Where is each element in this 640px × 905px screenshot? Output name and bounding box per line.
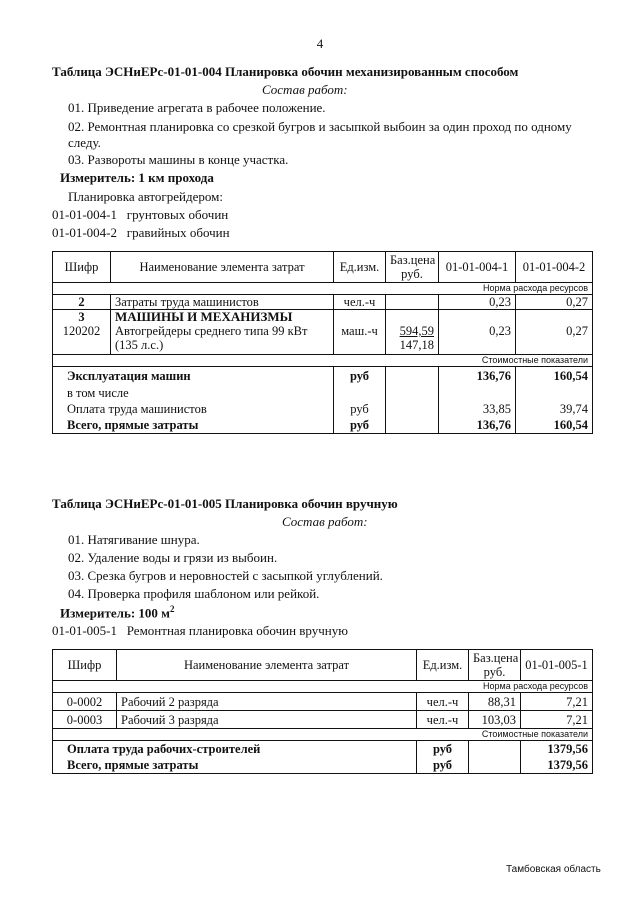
row-value-1: 7,21 [521,711,593,729]
row-value-2: 0,27 [516,295,593,310]
total-name: Всего, прямые затраты [53,757,417,774]
total-unit: руб [417,741,469,758]
total-price [469,741,521,758]
total-value-1: 33,85 [439,401,516,417]
total-price [386,385,439,401]
row-value-2: 0,27 [516,324,593,355]
table1-meter: Измеритель: 1 км прохода [60,170,214,185]
variant-name: гравийных обочин [126,225,230,240]
cost-label: Стоимостные показатели [53,729,593,741]
table2-step: 04. Проверка профиля шаблоном или рейкой. [68,586,320,601]
total-row [53,757,593,774]
header-name: Наименование элемента затрат [117,650,417,681]
total-row [53,385,593,401]
header-unit: Ед.изм. [334,252,386,283]
total-price [386,417,439,434]
row-value-1 [439,310,516,325]
table-row [53,693,593,711]
table2-title: Таблица ЭСНиЕРс-01-01-005 Планировка обочин вручную [52,496,398,511]
row-unit: маш.-ч [334,324,386,355]
variant-name: Ремонтная планировка обочин вручную [126,623,348,638]
total-row [53,401,593,417]
total-value-2: 160,54 [516,417,593,434]
table1-step: 01. Приведение агрегата в рабочее положение. [68,100,326,115]
total-row [53,417,593,434]
variant-code: 01-01-004-2 [52,225,117,240]
header-code: Шифр [53,252,111,283]
total-price [386,401,439,417]
table-header-row [53,252,593,283]
resource-table-2 [52,649,593,774]
variant-code: 01-01-005-1 [52,623,117,638]
table1-step: 03. Развороты машины в конце участка. [68,152,289,167]
total-unit [334,385,386,401]
row-price [386,295,439,310]
table-row [53,324,593,355]
row-code: 120202 [53,324,111,355]
cost-label-row [53,729,593,741]
row-unit: чел.-ч [417,693,469,711]
table2-subtitle: Состав работ: [282,514,368,529]
total-value-2: 39,74 [516,401,593,417]
row-code: 3 [53,310,111,325]
table-row [53,295,593,310]
table2-step: 01. Натягивание шнура. [68,532,200,547]
total-value-2 [516,385,593,401]
header-price: Баз.цена руб. [386,252,439,283]
table2-variant [52,623,348,639]
row-name: МАШИНЫ И МЕХАНИЗМЫ [111,310,334,325]
total-name: в том числе [53,385,334,401]
total-value-2: 160,54 [516,367,593,386]
row-code: 2 [53,295,111,310]
row-unit [334,310,386,325]
table1-subtitle: Состав работ: [262,82,348,97]
row-name: Автогрейдеры среднего типа 99 кВт (135 л.с.) [111,324,334,355]
table-row [53,711,593,729]
table2-step: 03. Срезка бугров и неровностей с засыпкой углублений. [68,568,383,583]
total-name: Всего, прямые затраты [53,417,334,434]
row-value-1: 0,23 [439,324,516,355]
total-unit: руб [334,367,386,386]
row-code: 0-0002 [53,693,117,711]
row-price [386,310,439,325]
row-value-1: 7,21 [521,693,593,711]
total-name: Оплата труда рабочих-строителей [53,741,417,758]
header-code: Шифр [53,650,117,681]
page-number: 4 [316,36,324,51]
table-header-row [53,650,593,681]
row-price: 88,31 [469,693,521,711]
table2-meter: Измеритель: 100 $м^2$ [60,604,175,621]
row-value-1: 0,23 [439,295,516,310]
table-row [53,310,593,325]
norm-label: Норма расхода ресурсов [53,283,593,295]
total-name: Оплата труда машинистов [53,401,334,417]
row-name: Рабочий 2 разряда [117,693,417,711]
table1-step: следу. [68,135,101,150]
footer-region: Тамбовская область [506,864,601,875]
total-value-1 [439,385,516,401]
cost-label-row [53,355,593,367]
norm-label-row [53,681,593,693]
resource-table-1 [52,251,593,434]
row-code: 0-0003 [53,711,117,729]
total-value-1: 136,76 [439,417,516,434]
table1-method: Планировка автогрейдером: [68,189,223,204]
row-unit: чел.-ч [334,295,386,310]
table1-variant [52,207,228,223]
row-name: Рабочий 3 разряда [117,711,417,729]
table2-step: 02. Удаление воды и грязи из выбоин. [68,550,278,565]
row-name: Затраты труда машинистов [111,295,334,310]
row-price: 103,03 [469,711,521,729]
table1-step: 02. Ремонтная планировка со срезкой бугров и засыпкой выбоин за один проход по одному [68,119,572,134]
header-col1: 01-01-005-1 [521,650,593,681]
total-unit: руб [334,417,386,434]
header-unit: Ед.изм. [417,650,469,681]
total-unit: руб [417,757,469,774]
total-price [386,367,439,386]
header-price: Баз.цена руб. [469,650,521,681]
header-col1: 01-01-004-1 [439,252,516,283]
total-value-1: 136,76 [439,367,516,386]
header-name: Наименование элемента затрат [111,252,334,283]
total-value-1: 1379,56 [521,741,593,758]
row-price: 594,59 147,18 [386,324,439,355]
total-row [53,367,593,386]
header-col2: 01-01-004-2 [516,252,593,283]
norm-label-row [53,283,593,295]
table1-title: Таблица ЭСНиЕРс-01-01-004 Планировка обочин механизированным способом [52,64,519,79]
total-row [53,741,593,758]
cost-label: Стоимостные показатели [53,355,593,367]
variant-name: грунтовых обочин [126,207,229,222]
norm-label: Норма расхода ресурсов [53,681,593,693]
row-unit: чел.-ч [417,711,469,729]
total-price [469,757,521,774]
variant-code: 01-01-004-1 [52,207,117,222]
total-name: Эксплуатация машин [53,367,334,386]
total-unit: руб [334,401,386,417]
row-value-2 [516,310,593,325]
table1-variant [52,225,230,241]
total-value-1: 1379,56 [521,757,593,774]
